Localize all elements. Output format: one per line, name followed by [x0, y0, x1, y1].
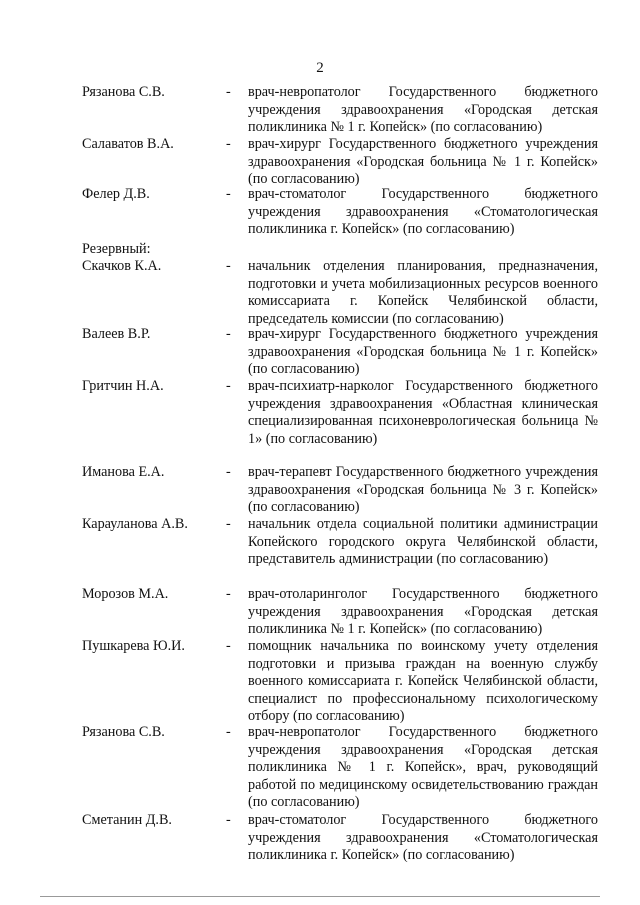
entry-dash: - — [226, 724, 231, 740]
member-description: начальник отдела социальной политики администрации Копейского городского округа Челябинской области, представитель администрации (по согласованию) — [248, 516, 598, 568]
member-name: Рязанова С.В. — [82, 724, 165, 740]
reserve-section-label: Резервный: — [82, 241, 151, 257]
page-number: 2 — [316, 60, 324, 76]
member-description: начальник отделения планирования, предназначения, подготовки и учета мобилизационных ресурсов военного комиссариата г. Копейск Челябинской области, председатель комиссии (по согласованию) — [248, 258, 598, 327]
member-name: Валеев В.Р. — [82, 326, 151, 342]
entry-dash: - — [226, 186, 231, 202]
bottom-scan-edge — [40, 896, 600, 897]
member-name: Гритчин Н.А. — [82, 378, 164, 394]
entry-dash: - — [226, 136, 231, 152]
entry-dash: - — [226, 378, 231, 394]
member-description: врач-хирург Государственного бюджетного учреждения здравоохранения «Городская больница № 1 г. Копейск» (по согласованию) — [248, 326, 598, 378]
member-name: Сметанин Д.В. — [82, 812, 172, 828]
entry-dash: - — [226, 84, 231, 100]
member-name: Морозов М.А. — [82, 586, 169, 602]
member-description: врач-невропатолог Государственного бюджетного учреждения здравоохранения «Городская детская поликлиника № 1 г. Копейск» (по согласованию) — [248, 84, 598, 136]
entry-dash: - — [226, 586, 231, 602]
entry-dash: - — [226, 258, 231, 274]
member-description: врач-невропатолог Государственного бюджетного учреждения здравоохранения «Городская детская поликлиника № 1 г. Копейск», врач, руководящий работой по медицинскому освидетельствованию граждан (по согласованию) — [248, 724, 598, 811]
member-name: Карауланова А.В. — [82, 516, 188, 532]
entry-dash: - — [226, 326, 231, 342]
entry-dash: - — [226, 516, 231, 532]
entry-dash: - — [226, 464, 231, 480]
member-description: врач-отоларинголог Государственного бюджетного учреждения здравоохранения «Городская детская поликлиника № 1 г. Копейск» (по согласованию) — [248, 586, 598, 638]
member-description: врач-стоматолог Государственного бюджетного учреждения здравоохранения «Стоматологическая поликлиника г. Копейск» (по согласованию) — [248, 186, 598, 238]
member-description: врач-хирург Государственного бюджетного учреждения здравоохранения «Городская больница № 1 г. Копейск» (по согласованию) — [248, 136, 598, 188]
member-description: врач-стоматолог Государственного бюджетного учреждения здравоохранения «Стоматологическая поликлиника г. Копейск» (по согласованию) — [248, 812, 598, 864]
member-name: Салаватов В.А. — [82, 136, 174, 152]
member-name: Рязанова С.В. — [82, 84, 165, 100]
member-name: Скачков К.А. — [82, 258, 162, 274]
entry-dash: - — [226, 812, 231, 828]
member-description: врач-терапевт Государственного бюджетного учреждения здравоохранения «Городская больница № 3 г. Копейск» (по согласованию) — [248, 464, 598, 516]
member-description: помощник начальника по воинскому учету отделения подготовки и призыва граждан на военную службу военного комиссариата г. Копейск Челябинской области, специалист по профессиональному психологическому отбору (по согласованию) — [248, 638, 598, 725]
entry-dash: - — [226, 638, 231, 654]
member-name: Пушкарева Ю.И. — [82, 638, 185, 654]
member-description: врач-психиатр-нарколог Государственного бюджетного учреждения здравоохранения «Областная клиническая специализированная психоневрологическая больница № 1» (по согласованию) — [248, 378, 598, 447]
member-name: Фелер Д.В. — [82, 186, 150, 202]
member-name: Иманова Е.А. — [82, 464, 165, 480]
